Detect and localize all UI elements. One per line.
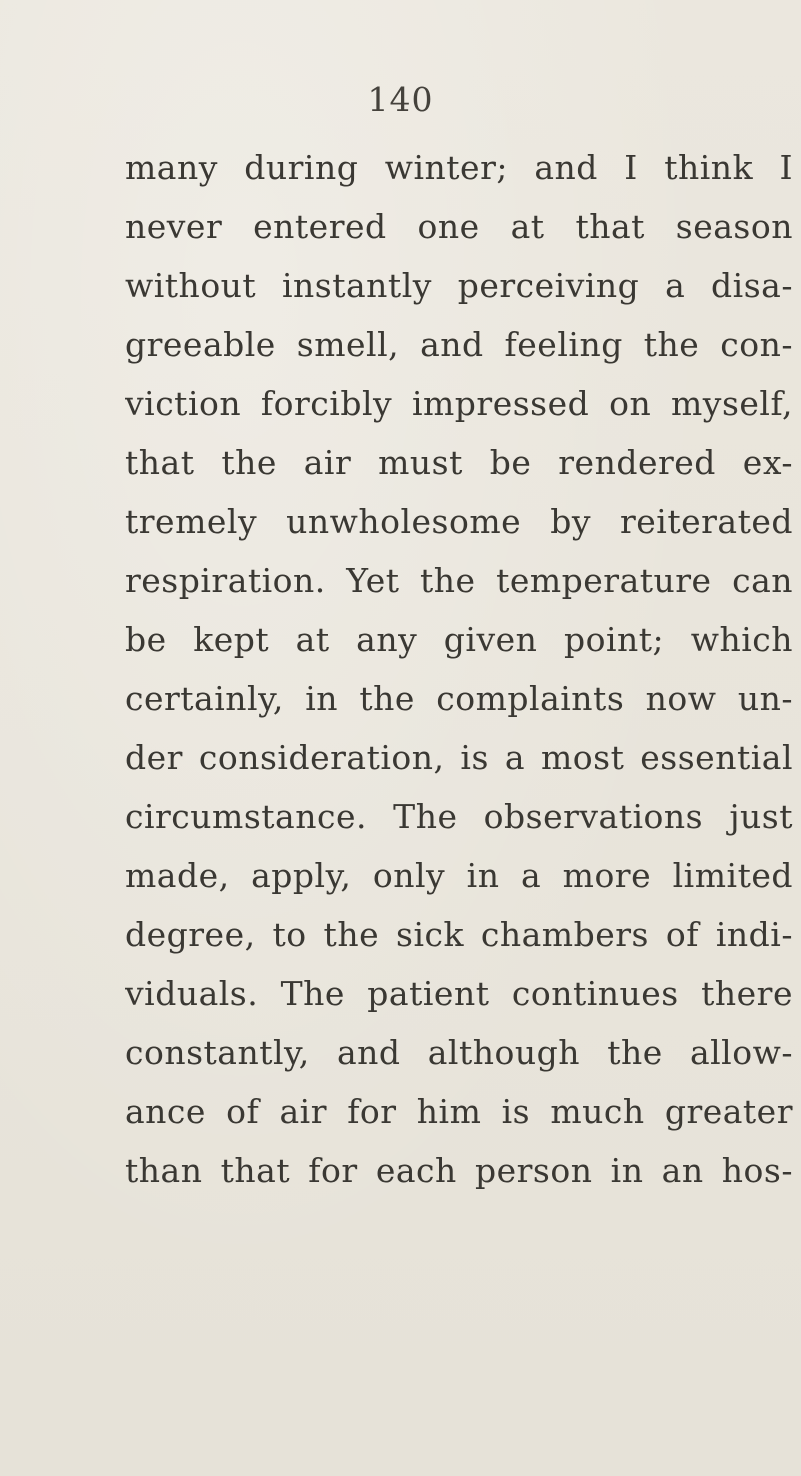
text-line-13: made, apply, only in a more limited (125, 856, 793, 895)
text-line-18: than that for each person in an hos- (125, 1151, 793, 1190)
text-line-12: circumstance. The observations just (125, 797, 793, 836)
page-number: 140 (367, 80, 434, 119)
text-line-9: be kept at any given point; which (125, 620, 793, 659)
text-line-10: certainly, in the complaints now un- (125, 679, 793, 718)
text-line-16: constantly, and although the allow- (125, 1033, 793, 1072)
text-line-14: degree, to the sick chambers of indi- (125, 915, 793, 954)
text-line-15: viduals. The patient continues there (125, 974, 793, 1013)
text-line-5: viction forcibly impressed on myself, (125, 384, 793, 423)
text-line-2: never entered one at that season (125, 207, 793, 246)
text-line-7: tremely unwholesome by reiterated (125, 502, 793, 541)
text-line-8: respiration. Yet the temperature can (125, 561, 793, 600)
text-line-4: greeable smell, and feeling the con- (125, 325, 793, 364)
body-text (125, 138, 793, 1200)
text-line-17: ance of air for him is much greater (125, 1092, 793, 1131)
text-line-6: that the air must be rendered ex- (125, 443, 793, 482)
text-line-1: many during winter; and I think I (125, 148, 793, 187)
text-line-3: without instantly perceiving a disa- (125, 266, 793, 305)
text-line-11: der consideration, is a most essential (125, 738, 793, 777)
